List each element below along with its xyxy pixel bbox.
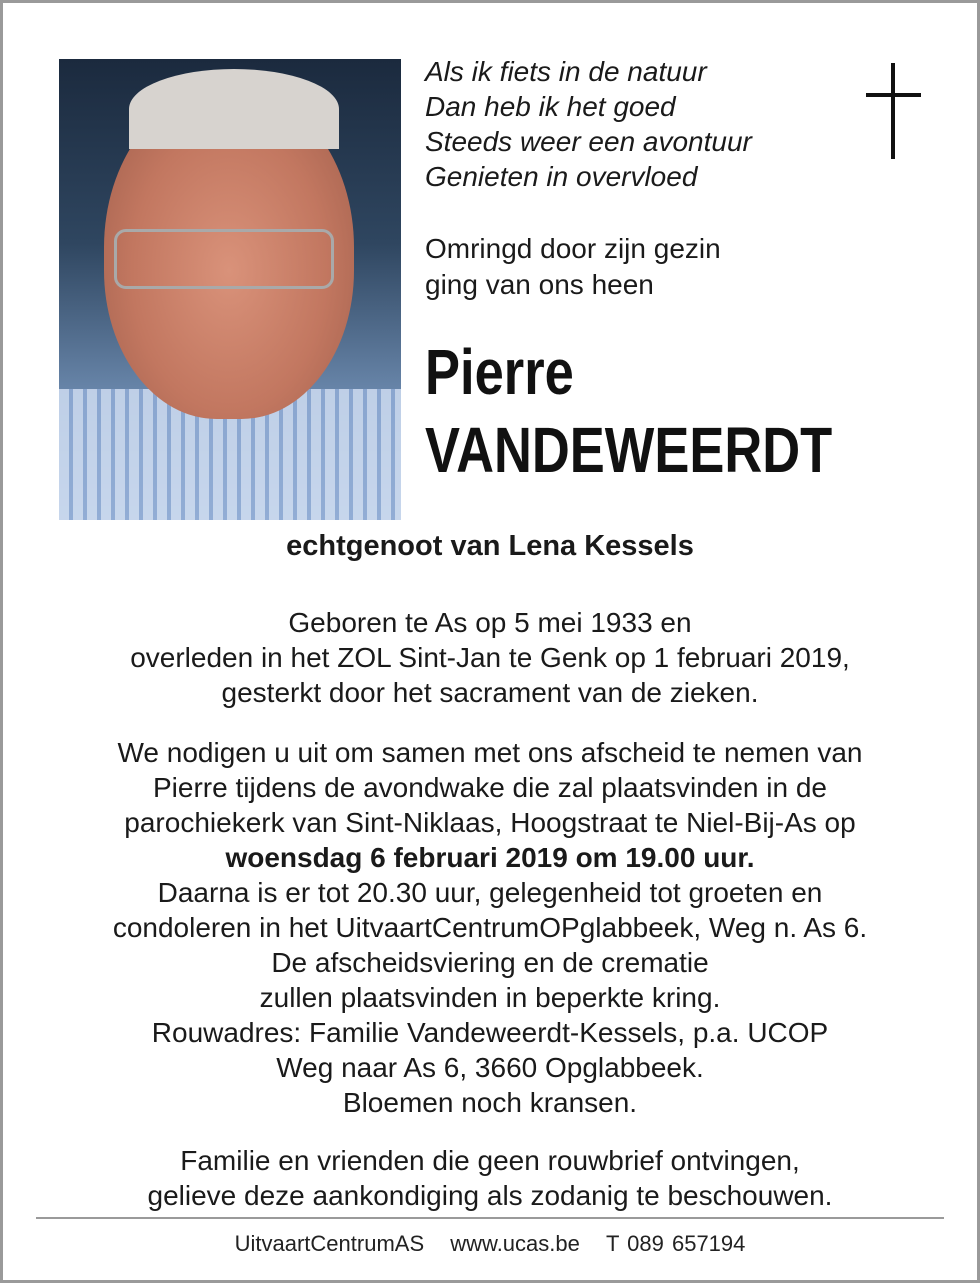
text-line: Rouwadres: Familie Vandeweerdt-Kessels, p.a. UCOP — [151, 1017, 829, 1048]
cross-icon — [866, 63, 921, 159]
closing-paragraph — [0, 1143, 980, 1213]
text-line: Geboren te As op 5 mei 1933 en — [288, 607, 692, 638]
poem-line: Als ik fiets in de natuur — [425, 56, 707, 87]
intro-line: Omringd door zijn gezin — [425, 233, 721, 264]
birth-death-paragraph — [0, 605, 980, 710]
footer-company: UitvaartCentrumAS — [234, 1231, 425, 1256]
text-line: overleden in het ZOL Sint-Jan te Genk op 1 februari 2019, — [130, 642, 850, 673]
last-name: VANDEWEERDT — [425, 414, 833, 486]
intro-line: ging van ons heen — [425, 269, 654, 300]
poem-line: Dan heb ik het goed — [425, 91, 676, 122]
text-line: gelieve deze aankondiging als zodanig te beschouwen. — [147, 1180, 833, 1211]
invitation-paragraph — [0, 735, 980, 1120]
footer — [0, 1231, 980, 1257]
footer-website[interactable]: www.ucas.be — [450, 1231, 580, 1256]
poem-line: Genieten in overvloed — [425, 161, 698, 192]
text-line: gesterkt door het sacrament van de zieken. — [221, 677, 759, 708]
text-line: parochiekerk van Sint-Niklaas, Hoogstraat te Niel-Bij-As op — [124, 807, 856, 838]
text-line: condoleren in het UitvaartCentrumOPglabbeek, Weg n. As 6. — [112, 912, 868, 943]
text-line: zullen plaatsvinden in beperkte kring. — [259, 982, 721, 1013]
wake-date: woensdag 6 februari 2019 om 19.00 uur. — [225, 842, 755, 873]
first-name: Pierre — [425, 336, 574, 408]
text-line: Familie en vrienden die geen rouwbrief ontvingen, — [180, 1145, 800, 1176]
intro-text — [425, 231, 721, 303]
spouse-line: echtgenoot van Lena Kessels — [286, 530, 694, 562]
divider — [36, 1217, 944, 1219]
text-line: De afscheidsviering en de crematie — [271, 947, 709, 978]
text-line: Daarna is er tot 20.30 uur, gelegenheid tot groeten en — [157, 877, 823, 908]
text-line: Bloemen noch kransen. — [342, 1087, 638, 1118]
text-line: Weg naar As 6, 3660 Opglabbeek. — [276, 1052, 704, 1083]
portrait-photo — [59, 59, 401, 520]
footer-phone: T 089 657194 — [606, 1231, 746, 1256]
text-line: Pierre tijdens de avondwake die zal plaatsvinden in de — [153, 772, 827, 803]
poem-line: Steeds weer een avontuur — [425, 126, 752, 157]
poem — [425, 54, 752, 194]
text-line: We nodigen u uit om samen met ons afscheid te nemen van — [117, 737, 863, 768]
